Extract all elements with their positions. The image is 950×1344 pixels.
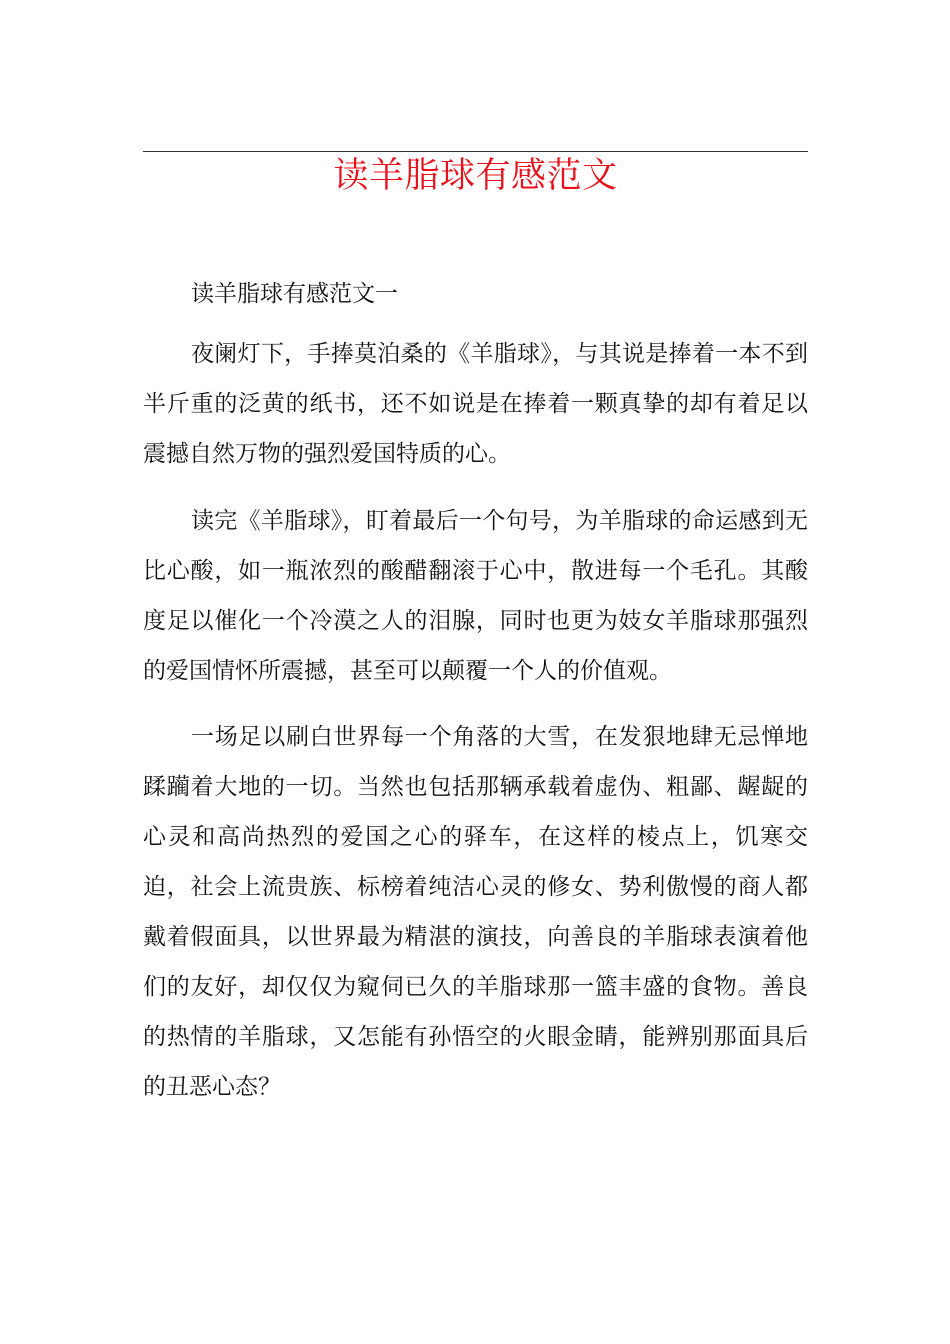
paragraph-2: 读完《羊脂球》，盯着最后一个句号，为羊脂球的命运感到无比心酸，如一瓶浓烈的酸醋翻滚于心中，散进每一个毛孔。其酸度足以催化一个冷漠之人的泪腺，同时也更为妓女羊脂球那强烈的爱国情怀所震撼，甚至可以颠覆一个人的价值观。: [143, 508, 808, 684]
paragraph-3: 一场足以刷白世界每一个角落的大雪，在发狠地肆无忌惮地蹂躏着大地的一切。当然也包括那辆承载着虚伪、粗鄙、龌龊的心灵和高尚热烈的爱国之心的驿车，在这样的棱点上，饥寒交迫，社会上流贵族、标榜着纯洁心灵的修女、势利傲慢的商人都戴着假面具，以世界最为精湛的演技，向善良的羊脂球表演着他们的友好，却仅仅为窥伺已久的羊脂球那一篮丰盛的食物。善良的热情的羊脂球，又怎能有孙悟空的火眼金睛，能辨别那面具后的丑恶心态？: [143, 724, 808, 1100]
document-title: 读羊脂球有感范文: [333, 156, 618, 196]
section-heading: 读羊脂球有感范文一: [191, 281, 398, 307]
paragraph-1: 夜阑灯下，手捧莫泊桑的《羊脂球》，与其说是捧着一本不到半斤重的泛黄的纸书，还不如说是在捧着一颗真挚的却有着足以震撼自然万物的强烈爱国特质的心。: [143, 341, 808, 467]
